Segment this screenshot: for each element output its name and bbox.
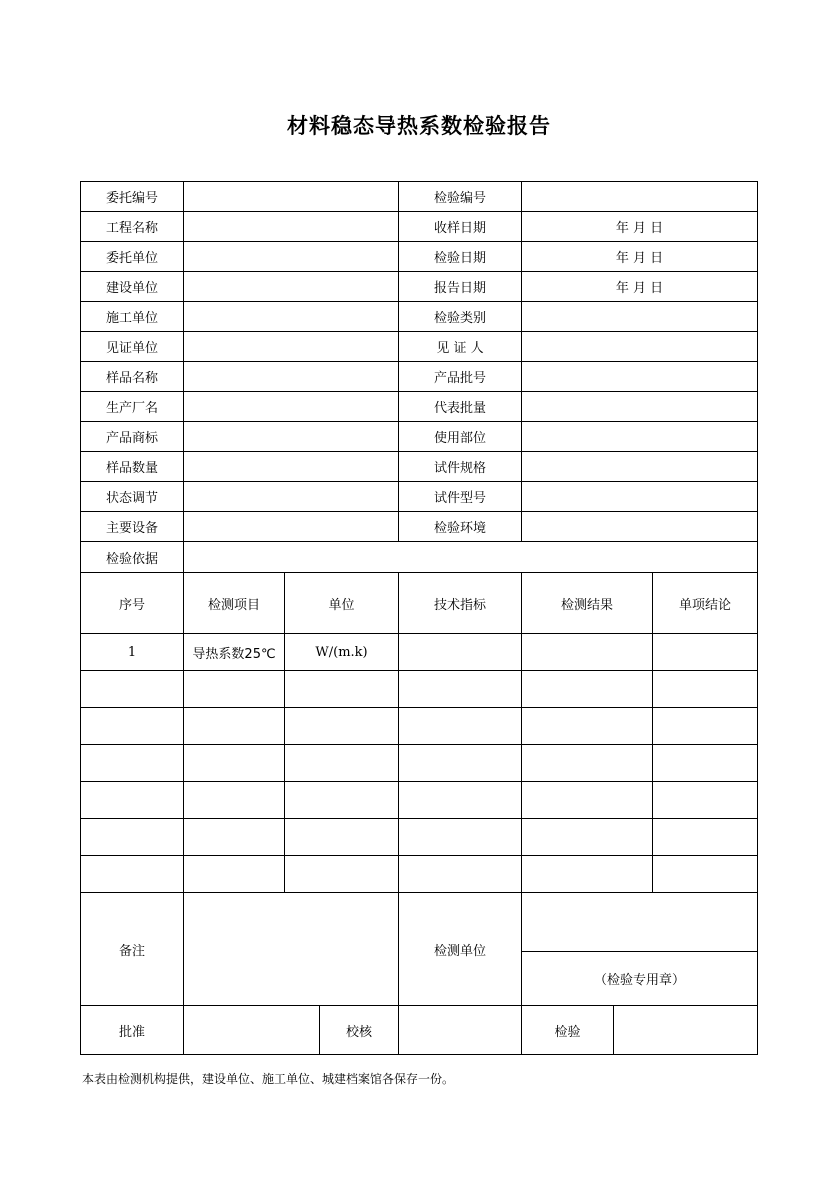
info-left-value[interactable] [184,242,399,272]
result-conclusion[interactable] [653,708,758,745]
info-row [81,452,758,482]
info-right-value[interactable] [522,482,758,512]
info-right-value[interactable]: 年 月 日 [522,212,758,242]
info-right-label: 收样日期 [399,212,522,242]
info-row [81,392,758,422]
info-left-label: 状态调节 [81,482,184,512]
result-spec[interactable] [399,745,522,782]
result-item[interactable] [184,782,285,819]
info-row [81,422,758,452]
signature-row [81,1006,758,1055]
result-conclusion[interactable] [653,634,758,671]
info-right-value[interactable]: 年 月 日 [522,272,758,302]
result-seq[interactable] [81,745,184,782]
info-left-label: 工程名称 [81,212,184,242]
info-left-label: 主要设备 [81,512,184,542]
result-conclusion[interactable] [653,745,758,782]
info-left-label: 见证单位 [81,332,184,362]
info-right-value[interactable] [522,302,758,332]
results-section [81,573,758,634]
result-spec[interactable] [399,634,522,671]
result-seq[interactable] [81,819,184,856]
result-conclusion[interactable] [653,819,758,856]
info-left-value[interactable] [184,332,399,362]
result-row [81,745,758,782]
inspect-label: 检验 [522,1006,614,1055]
info-row [81,482,758,512]
results-rows [81,634,758,893]
info-row [81,512,758,542]
info-right-label: 检验日期 [399,242,522,272]
approve-value[interactable] [184,1006,320,1055]
info-row [81,242,758,272]
info-row [81,362,758,392]
result-spec[interactable] [399,856,522,893]
info-right-label: 检验编号 [399,182,522,212]
info-right-label: 产品批号 [399,362,522,392]
info-right-value[interactable] [522,392,758,422]
remarks-value[interactable] [184,893,399,1006]
info-right-label: 试件规格 [399,452,522,482]
result-unit[interactable] [285,708,399,745]
result-seq[interactable] [81,782,184,819]
info-left-label: 样品数量 [81,452,184,482]
result-value[interactable] [522,856,653,893]
info-left-value[interactable] [184,212,399,242]
info-left-value[interactable] [184,422,399,452]
result-item[interactable] [184,856,285,893]
info-section [81,182,758,542]
result-conclusion[interactable] [653,856,758,893]
info-right-value[interactable] [522,182,758,212]
info-left-value[interactable] [184,182,399,212]
result-row [81,634,758,671]
result-unit[interactable] [285,782,399,819]
info-right-value[interactable] [522,362,758,392]
result-value[interactable] [522,782,653,819]
info-left-label: 生产厂名 [81,392,184,422]
info-row [81,332,758,362]
info-left-value[interactable] [184,452,399,482]
review-value[interactable] [399,1006,522,1055]
info-right-value[interactable] [522,422,758,452]
basis-section [81,542,758,573]
info-right-label: 报告日期 [399,272,522,302]
result-spec[interactable] [399,819,522,856]
info-right-value[interactable] [522,512,758,542]
result-unit[interactable] [285,856,399,893]
result-row [81,708,758,745]
info-left-value[interactable] [184,482,399,512]
results-header-row [81,573,758,634]
basis-value[interactable] [184,542,758,573]
info-row [81,212,758,242]
header-conclusion: 单项结论 [653,573,758,634]
report-table [80,181,758,1055]
info-right-value[interactable]: 年 月 日 [522,242,758,272]
approve-label: 批准 [81,1006,184,1055]
info-row [81,272,758,302]
result-row [81,856,758,893]
result-item[interactable] [184,745,285,782]
result-row [81,671,758,708]
header-unit: 单位 [285,573,399,634]
info-right-label: 代表批量 [399,392,522,422]
info-left-value[interactable] [184,392,399,422]
result-conclusion[interactable] [653,782,758,819]
info-right-value[interactable] [522,452,758,482]
basis-label: 检验依据 [81,542,184,573]
remarks-section [81,893,758,1055]
result-spec[interactable] [399,708,522,745]
result-item[interactable] [184,819,285,856]
result-spec[interactable] [399,671,522,708]
info-left-label: 委托编号 [81,182,184,212]
result-value[interactable] [522,671,653,708]
result-value[interactable] [522,634,653,671]
info-left-label: 产品商标 [81,422,184,452]
result-item[interactable]: 导热系数25℃ [184,634,285,671]
header-item: 检测项目 [184,573,285,634]
info-row [81,302,758,332]
info-right-value[interactable] [522,332,758,362]
result-spec[interactable] [399,782,522,819]
testing-unit-value[interactable] [522,893,758,952]
testing-unit-label: 检测单位 [399,893,522,1006]
info-right-label: 检验类别 [399,302,522,332]
info-left-value[interactable] [184,512,399,542]
info-right-label: 检验环境 [399,512,522,542]
result-seq[interactable] [81,671,184,708]
result-conclusion[interactable] [653,671,758,708]
info-right-label: 使用部位 [399,422,522,452]
result-unit[interactable] [285,819,399,856]
page-title: 材料稳态导热系数检验报告 [287,114,551,138]
info-left-label: 样品名称 [81,362,184,392]
header-result: 检测结果 [522,573,653,634]
result-value[interactable] [522,819,653,856]
result-unit[interactable]: W/(m.k) [285,634,399,671]
header-spec: 技术指标 [399,573,522,634]
review-label: 校核 [320,1006,399,1055]
result-unit[interactable] [285,745,399,782]
info-right-label: 试件型号 [399,482,522,512]
info-left-label: 建设单位 [81,272,184,302]
info-left-label: 委托单位 [81,242,184,272]
result-row [81,782,758,819]
footer-note: 本表由检测机构提供，建设单位、施工单位、城建档案馆各保存一份。 [82,1072,455,1086]
result-seq[interactable] [81,856,184,893]
info-row [81,182,758,212]
result-unit[interactable] [285,671,399,708]
result-row [81,819,758,856]
info-right-label: 见 证 人 [399,332,522,362]
info-left-label: 施工单位 [81,302,184,332]
result-item[interactable] [184,671,285,708]
seal-label: （检验专用章） [522,952,758,1006]
result-value[interactable] [522,708,653,745]
info-left-value[interactable] [184,302,399,332]
result-seq[interactable] [81,708,184,745]
info-left-value[interactable] [184,362,399,392]
result-item[interactable] [184,708,285,745]
inspect-value[interactable] [614,1006,758,1055]
result-value[interactable] [522,745,653,782]
info-left-value[interactable] [184,272,399,302]
remarks-label: 备注 [81,893,184,1006]
header-seq: 序号 [81,573,184,634]
result-seq[interactable]: 1 [81,634,184,671]
